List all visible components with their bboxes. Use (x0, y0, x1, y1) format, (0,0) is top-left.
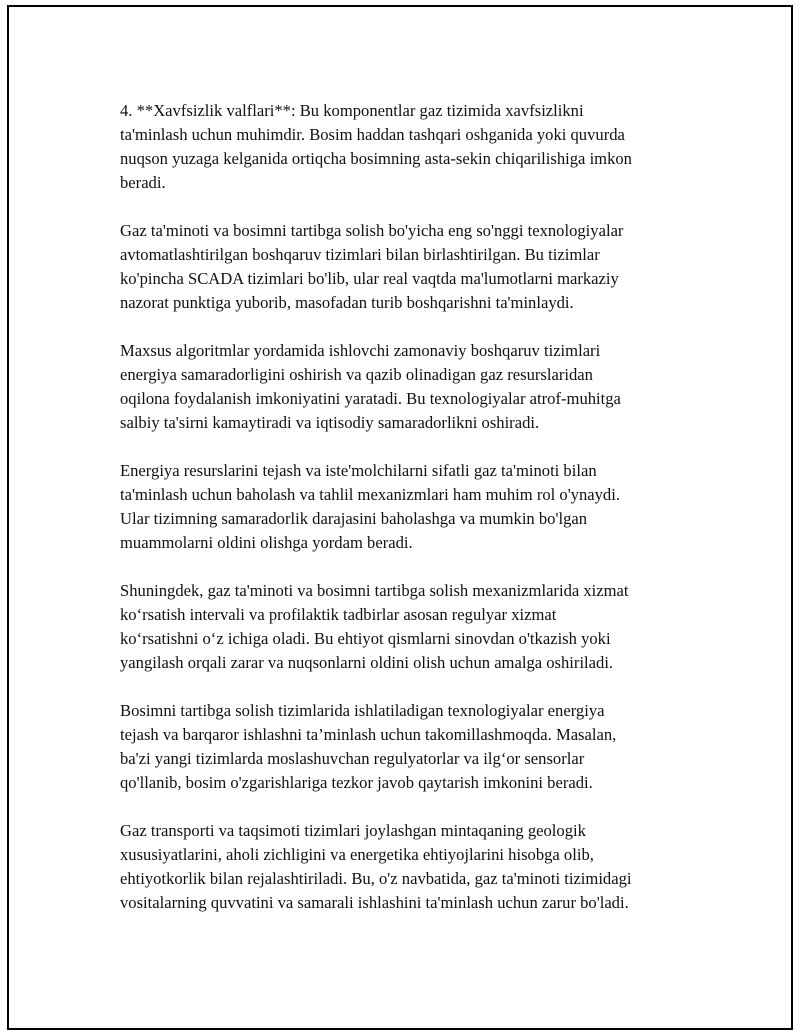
paragraph-planning: Gaz transporti va taqsimoti tizimlari joylashgan mintaqaning geologik xususiyatlarini, aholi zichligini va energetika ehtiyojlarini hisobga olib, ehtiyotkorlik bilan rejalashtiriladi. Bu, o'z navbatida, gaz ta'minoti tizimidagi vositalarning quvvatini va samarali ishlashini ta'minlash uchun zarur bo'ladi. (120, 821, 632, 912)
paragraph-evaluation-mechanisms: Energiya resurslarini tejash va iste'molchilarni sifatli gaz ta'minoti bilan ta'minlash uchun baholash va tahlil mexanizmlari ham muhim rol o'ynaydi. Ular tizimning samaradorlik darajasini baholashga va mumkin bo'lgan muammolarni oldini olishga yordam beradi. (120, 461, 620, 552)
paragraph-pressure-technologies: Bosimni tartibga solish tizimlarida ishlatiladigan texnologiyalar energiya tejash va barqaror ishlashni ta’minlash uchun takomillashmoqda. Masalan, ba'zi yangi tizimlarda moslashuvchan regulyatorlar va ilg‘or sensorlar qo'llanib, bosim o'zgarishlariga tezkor javob qaytarish imkonini beradi. (120, 701, 617, 792)
paragraph-scada-systems: Gaz ta'minoti va bosimni tartibga solish bo'yicha eng so'nggi texnologiyalar avtomatlashtirilgan boshqaruv tizimlari bilan birlashtirilgan. Bu tizimlar ko'pincha SCADA tizimlari bo'lib, ular real vaqtda ma'lumotlarni markaziy nazorat punktiga yuborib, masofadan turib boshqarishni ta'minlaydi. (120, 221, 624, 312)
paragraph-control-algorithms: Maxsus algoritmlar yordamida ishlovchi zamonaviy boshqaruv tizimlari energiya samaradorligini oshirish va qazib olinadigan gaz resurslaridan oqilona foydalanish imkoniyatini yaratadi. Bu texnologiyalar atrof-muhitga salbiy ta'sirni kamaytiradi va iqtisodiy samaradorlikni oshiradi. (120, 341, 621, 432)
document-body (120, 99, 710, 939)
paragraph-safety-valves: 4. **Xavfsizlik valflari**: Bu komponentlar gaz tizimida xavfsizlikni ta'minlash uchun muhimdir. Bosim haddan tashqari oshganida yoki quvurda nuqson yuzaga kelganida ortiqcha bosimning asta-sekin chiqarilishiga imkon beradi. (120, 101, 632, 192)
page-frame (7, 5, 793, 1030)
paragraph-maintenance: Shuningdek, gaz ta'minoti va bosimni tartibga solish mexanizmlarida xizmat ko‘rsatish intervali va profilaktik tadbirlar asosan regulyar xizmat ko‘rsatishni o‘z ichiga oladi. Bu ehtiyot qismlarni sinovdan o'tkazish yoki yangilash orqali zarar va nuqsonlarni oldini olish uchun amalga oshiriladi. (120, 581, 629, 672)
